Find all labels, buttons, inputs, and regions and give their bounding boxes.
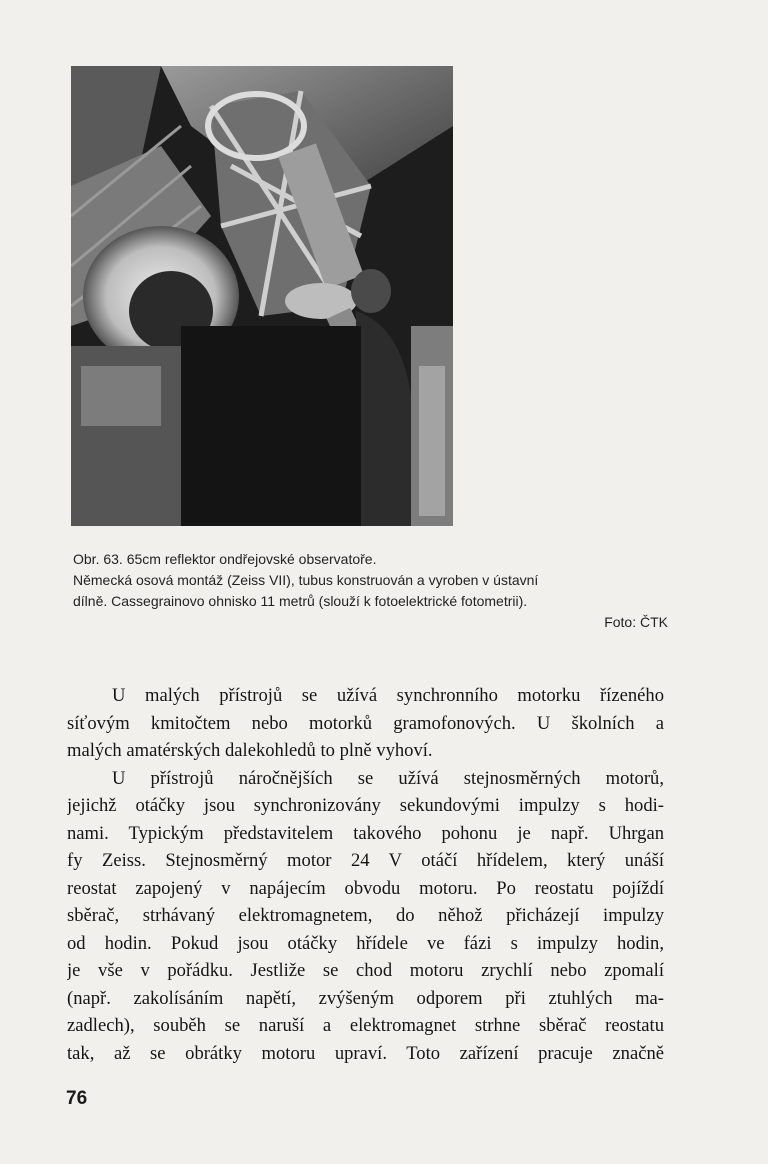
text-line: jejichž otáčky jsou synchronizovány sekundovými impulzy s hodi- — [67, 795, 664, 816]
text-line: U malých přístrojů se užívá synchronního motorku řízeného — [112, 685, 664, 706]
text-line: od hodin. Pokud jsou otáčky hřídele ve fázi s impulzy hodin, — [67, 932, 664, 954]
text-line: reostat zapojený v napájecím obvodu motoru. Po reostatu pojíždí — [67, 877, 664, 899]
text-line: síťovým kmitočtem nebo motorků gramofonových. U školních a — [67, 712, 664, 734]
telescope-photo — [71, 66, 453, 526]
text-line: malých amatérských dalekohledů to plně vyhoví. — [67, 740, 433, 761]
body-text — [67, 682, 664, 1067]
text-line: zadlech), souběh se naruší a elektromagnet strhne sběrač reostatu — [67, 1015, 664, 1036]
photo-credit: Foto: ČTK — [604, 614, 668, 630]
text-line: nami. Typickým představitelem takového pohonu je např. Uhrgan — [67, 822, 664, 844]
text-line: sběrač, strhávaný elektromagnetem, do něhož přicházejí impulzy — [67, 905, 664, 926]
text-line: (např. zakolísáním napětí, zvýšeným odporem při ztuhlých ma- — [67, 987, 664, 1009]
text-line: je vše v pořádku. Jestliže se chod motoru zrychlí nebo zpomalí — [67, 960, 664, 981]
text-line: tak, až se obrátky motoru upraví. Toto zařízení pracuje značně — [67, 1042, 664, 1064]
telescope-photo-illustration — [71, 66, 453, 526]
page-number: 76 — [66, 1088, 88, 1109]
caption-line: dílně. Cassegrainovo ohnisko 11 metrů (slouží k fotoelektrické fotometrii). — [73, 593, 528, 609]
text-line: U přístrojů náročnějších se užívá stejnosměrných motorů, — [112, 767, 664, 789]
caption-line: Obr. 63. 65cm reflektor ondřejovské observatoře. — [73, 551, 377, 567]
text-line: fy Zeiss. Stejnosměrný motor 24 V otáčí hřídelem, který unáší — [67, 850, 664, 871]
caption-line: Německá osová montáž (Zeiss VII), tubus konstruován a vyroben v ústavní — [73, 572, 539, 588]
figure-caption — [73, 549, 668, 633]
